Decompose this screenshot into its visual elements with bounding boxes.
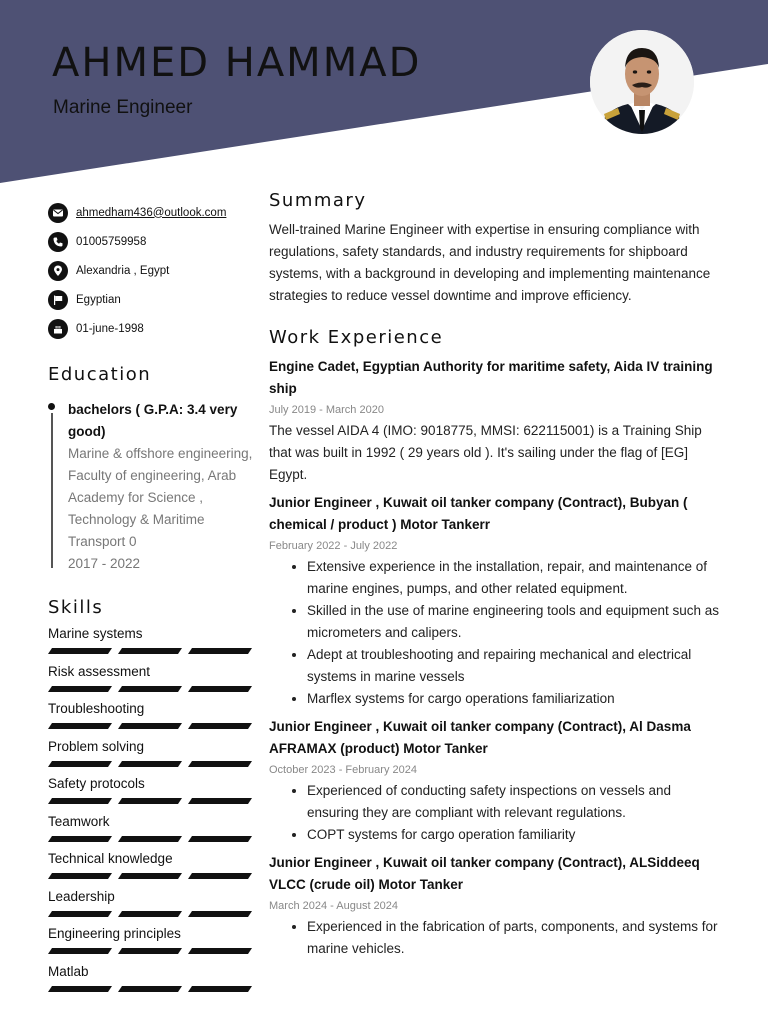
- skill-level-segment: [188, 873, 252, 879]
- skill-level-segment: [48, 798, 112, 804]
- job-entry: [269, 852, 719, 960]
- skill-level-segment: [188, 948, 252, 954]
- skill-level-segment: [188, 686, 252, 692]
- job-bullet: • COPT systems for cargo operation familiarity: [307, 824, 719, 846]
- contact-birthdate: [48, 314, 253, 343]
- job-dates: July 2019 - March 2020: [269, 404, 384, 416]
- skill-item: [48, 774, 253, 812]
- skill-level-segment: [118, 948, 182, 954]
- flag-icon: [48, 290, 68, 310]
- skill-level-bar: [48, 836, 253, 842]
- skill-level-segment: [48, 836, 112, 842]
- skill-level-segment: [48, 686, 112, 692]
- skill-level-segment: [118, 873, 182, 879]
- skill-name: Technical knowledge: [48, 851, 173, 866]
- skill-item: [48, 849, 253, 887]
- skill-level-segment: [188, 986, 252, 992]
- job-dates: March 2024 - August 2024: [269, 900, 399, 912]
- nationality-text: Egyptian: [76, 293, 121, 306]
- summary-heading: Summary: [269, 190, 367, 211]
- job-entry: [269, 492, 719, 710]
- education-institution: Marine & offshore engineering, Faculty of engineering, Arab Academy for Science , Technology & Maritime Transport 0: [68, 446, 253, 549]
- summary-text: Well-trained Marine Engineer with expertise in ensuring compliance with regulations, safety standards, and industry requirements for shipboard systems, with a background in developing and implementing maintenance strategies to reduce vessel downtime and improve efficiency.: [269, 222, 711, 303]
- skill-level-segment: [118, 911, 182, 917]
- skill-level-segment: [118, 986, 182, 992]
- skill-level-bar: [48, 723, 253, 729]
- job-bullet: • Marflex systems for cargo operations familiarization: [307, 688, 719, 710]
- skill-item: [48, 812, 253, 850]
- skills-section: [48, 597, 253, 999]
- education-heading: Education: [48, 364, 152, 385]
- email-icon: [48, 203, 68, 223]
- phone-icon: [48, 232, 68, 252]
- skill-level-segment: [188, 836, 252, 842]
- skill-name: Marine systems: [48, 626, 143, 641]
- skill-name: Problem solving: [48, 738, 145, 754]
- job-title: Engine Cadet, Egyptian Authority for maritime safety, Aida IV training ship: [269, 359, 713, 396]
- job-entry: [269, 716, 719, 846]
- job-bullet-list: [269, 916, 719, 960]
- job-entry: [269, 356, 719, 486]
- skill-name: Leadership: [48, 888, 115, 904]
- skill-level-segment: [118, 761, 182, 767]
- skill-level-segment: [188, 798, 252, 804]
- skill-level-bar: [48, 761, 253, 767]
- skill-level-segment: [118, 648, 182, 654]
- skill-name: Troubleshooting: [48, 701, 145, 716]
- skill-level-segment: [48, 723, 112, 729]
- job-dates: October 2023 - February 2024: [269, 764, 417, 776]
- skill-level-segment: [48, 648, 112, 654]
- skill-level-bar: [48, 648, 253, 654]
- job-bullet-list: [269, 556, 719, 710]
- job-title: Junior Engineer , Kuwait oil tanker company (Contract), ALSiddeeq VLCC (crude oil) Motor Tanker: [269, 855, 700, 892]
- skill-level-segment: [48, 911, 112, 917]
- skill-item: [48, 699, 253, 737]
- contact-email[interactable]: [48, 198, 253, 227]
- skill-level-bar: [48, 873, 253, 879]
- skill-level-segment: [188, 911, 252, 917]
- experience-list: [269, 356, 719, 960]
- skill-level-bar: [48, 686, 253, 692]
- contact-location: [48, 256, 253, 285]
- job-bullet: • Experienced of conducting safety inspections on vessels and ensuring they are compliant with relevant regulations.: [307, 780, 719, 824]
- contact-phone: [48, 227, 253, 256]
- job-title: Junior Engineer , Kuwait oil tanker company (Contract), Al Dasma AFRAMAX (product) Motor Tanker: [269, 719, 691, 756]
- skill-level-segment: [48, 986, 112, 992]
- education-section: [48, 364, 258, 575]
- birthday-cake-icon: [48, 319, 68, 339]
- skill-name: Matlab: [48, 963, 89, 979]
- birthdate-text: 01-june-1998: [76, 322, 144, 335]
- location-text: Alexandria , Egypt: [76, 264, 170, 277]
- job-description: The vessel AIDA 4 (IMO: 9018775, MMSI: 622115001) is a Training Ship that was built in 1992 ( 29 years old ). It's sailing under the flag of [EG] Egypt.: [269, 423, 702, 482]
- skill-level-segment: [48, 761, 112, 767]
- skill-name: Teamwork: [48, 813, 110, 829]
- job-bullet: • Experienced in the fabrication of parts, components, and systems for marine vehicles.: [307, 916, 719, 960]
- skills-list: [48, 624, 253, 999]
- skill-level-bar: [48, 911, 253, 917]
- skill-level-segment: [188, 648, 252, 654]
- main-column: [269, 190, 719, 966]
- timeline-line: [51, 413, 53, 568]
- skill-item: [48, 924, 253, 962]
- email-link[interactable]: ahmedham436@outlook.com: [76, 206, 227, 219]
- profile-photo: [590, 30, 694, 134]
- job-role: Marine Engineer: [53, 97, 193, 118]
- job-bullet-list: [269, 780, 719, 846]
- education-degree: bachelors ( G.P.A: 3.4 very good): [68, 402, 238, 439]
- skill-level-segment: [118, 723, 182, 729]
- phone-text: 01005759958: [76, 235, 147, 248]
- contact-list: [48, 198, 253, 343]
- skills-heading: Skills: [48, 597, 104, 618]
- contact-nationality: [48, 285, 253, 314]
- skill-item: [48, 662, 253, 700]
- timeline-dot: [48, 403, 55, 410]
- skill-level-segment: [118, 686, 182, 692]
- skill-name: Safety protocols: [48, 776, 145, 791]
- skill-level-segment: [48, 948, 112, 954]
- candidate-name: AHMED HAMMAD: [52, 40, 422, 86]
- skill-name: Engineering principles: [48, 926, 181, 941]
- skill-level-segment: [118, 836, 182, 842]
- skill-item: [48, 737, 253, 775]
- skill-item: [48, 887, 253, 925]
- skill-level-bar: [48, 798, 253, 804]
- job-bullet: • Adept at troubleshooting and repairing mechanical and electrical systems in marine vessels: [307, 644, 719, 688]
- skill-name: Risk assessment: [48, 663, 151, 679]
- location-icon: [48, 261, 68, 281]
- skill-level-segment: [188, 761, 252, 767]
- job-bullet: • Extensive experience in the installation, repair, and maintenance of marine engines, pumps, and other related equipment.: [307, 556, 719, 600]
- skill-level-segment: [118, 798, 182, 804]
- experience-heading: Work Experience: [269, 327, 444, 348]
- skill-level-bar: [48, 948, 253, 954]
- job-title: Junior Engineer , Kuwait oil tanker company (Contract), Bubyan ( chemical / product ) Motor Tankerr: [269, 495, 688, 532]
- skill-level-bar: [48, 986, 253, 992]
- skill-level-segment: [188, 723, 252, 729]
- education-entry: [48, 399, 258, 575]
- job-bullet: • Skilled in the use of marine engineering tools and equipment such as micrometers and calipers.: [307, 600, 719, 644]
- skill-item: [48, 624, 253, 662]
- education-years: 2017 - 2022: [68, 556, 141, 571]
- skill-level-segment: [48, 873, 112, 879]
- skill-item: [48, 962, 253, 1000]
- job-dates: February 2022 - July 2022: [269, 540, 398, 552]
